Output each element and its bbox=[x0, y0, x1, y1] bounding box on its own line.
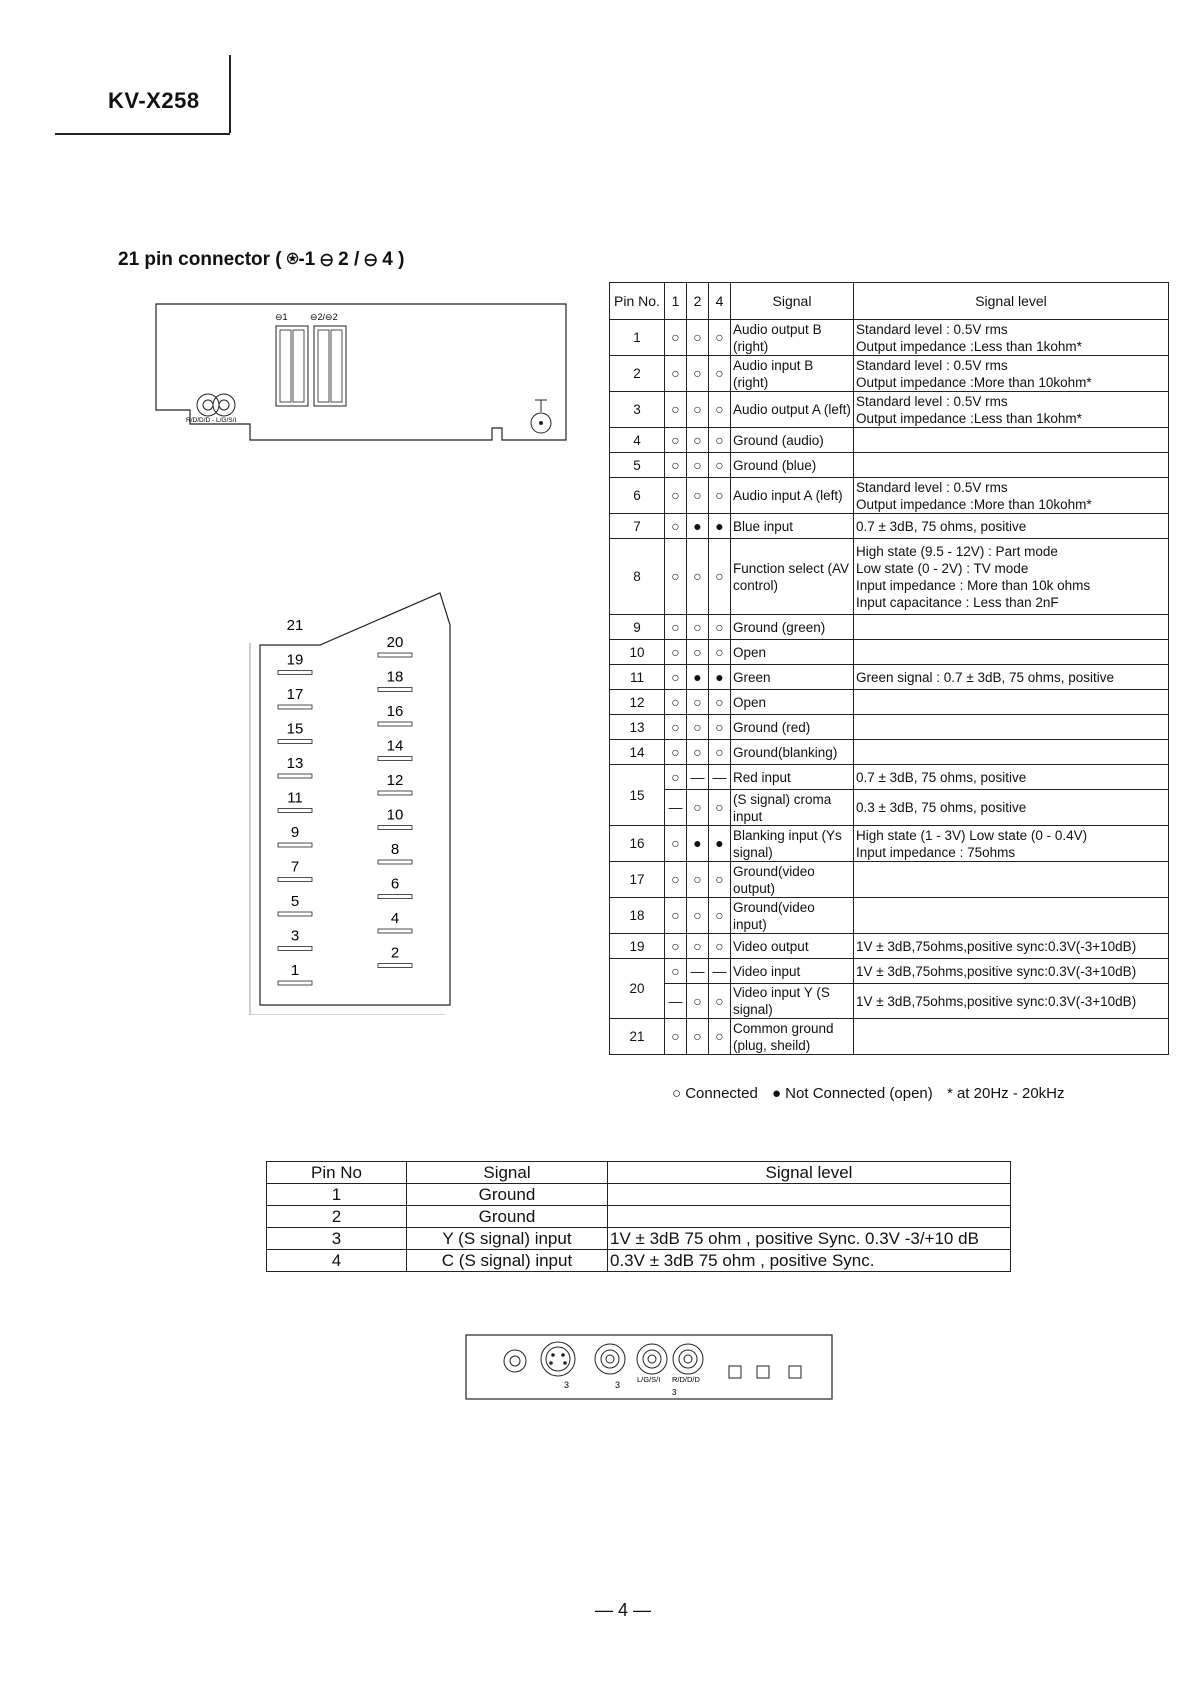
scart-pin-contact bbox=[378, 722, 412, 726]
scart-pin-label: 17 bbox=[286, 686, 304, 703]
connection-mark: ○ bbox=[709, 478, 731, 514]
signal-level: Standard level : 0.5V rms Output impedance :More than 10kohm* bbox=[854, 356, 1169, 392]
connection-mark: ○ bbox=[687, 862, 709, 898]
page-number: — 4 — bbox=[595, 1600, 652, 1620]
pin-number: 7 bbox=[610, 514, 665, 539]
pin-number: 10 bbox=[610, 640, 665, 665]
signal-level: Standard level : 0.5V rms Output impedance :Less than 1kohm* bbox=[854, 320, 1169, 356]
legend bbox=[672, 1085, 1075, 1102]
scart-pin-contact bbox=[278, 671, 312, 675]
signal-level: 1V ± 3dB,75ohms,positive sync:0.3V(-3+10dB) bbox=[854, 959, 1169, 984]
pin-number: 4 bbox=[610, 428, 665, 453]
signal-name: Ground(video input) bbox=[731, 898, 854, 934]
connection-mark: ○ bbox=[687, 984, 709, 1019]
connection-mark: ● bbox=[687, 826, 709, 862]
pin-number: 3 bbox=[610, 392, 665, 428]
connection-mark: ● bbox=[709, 514, 731, 539]
connection-mark: ○ bbox=[665, 898, 687, 934]
signal-name: Open bbox=[731, 690, 854, 715]
connection-mark: ○ bbox=[709, 862, 731, 898]
signal-level bbox=[854, 740, 1169, 765]
scart-pin-contact bbox=[278, 843, 312, 847]
table-row bbox=[610, 478, 1169, 514]
front-label-v: 3 bbox=[615, 1380, 621, 1390]
connection-mark: ○ bbox=[709, 898, 731, 934]
connection-mark: ○ bbox=[665, 392, 687, 428]
connection-mark: ○ bbox=[687, 740, 709, 765]
connection-mark: ○ bbox=[687, 715, 709, 740]
scart-pin-label: 8 bbox=[390, 841, 400, 858]
scart-pin-contact bbox=[378, 653, 412, 657]
table-row bbox=[610, 640, 1169, 665]
connection-mark: ○ bbox=[709, 356, 731, 392]
table-row bbox=[610, 826, 1169, 862]
col-signal-level: Signal level bbox=[854, 283, 1169, 320]
connection-mark: — bbox=[687, 959, 709, 984]
scart-pin-contact bbox=[378, 895, 412, 899]
connection-mark: ○ bbox=[709, 539, 731, 615]
scart-pin-contact bbox=[278, 947, 312, 951]
front-label-audio-l: L/G/S/I bbox=[637, 1375, 661, 1384]
legend-note: * at 20Hz - 20kHz bbox=[946, 1085, 1065, 1102]
s-video-jack-icon bbox=[541, 1342, 575, 1376]
pin-number: 18 bbox=[610, 898, 665, 934]
pin-assignment-table bbox=[609, 282, 1169, 1055]
scart-pin-label: 7 bbox=[290, 858, 300, 876]
signal-name: Common ground (plug, sheild) bbox=[731, 1019, 854, 1055]
connection-mark: ○ bbox=[687, 898, 709, 934]
signal-name: Video input Y (S signal) bbox=[731, 984, 854, 1019]
connection-mark: — bbox=[665, 790, 687, 826]
s-col-pin-no: Pin No bbox=[267, 1162, 407, 1184]
col-signal: Signal bbox=[731, 283, 854, 320]
connection-mark: ○ bbox=[665, 478, 687, 514]
rear-panel-diagram bbox=[150, 300, 570, 450]
scart-pin-contact bbox=[278, 981, 312, 985]
table-row bbox=[610, 539, 1169, 615]
scart-pin-label: 9 bbox=[290, 824, 300, 841]
connection-mark: ○ bbox=[665, 1019, 687, 1055]
scart-pin-label: 13 bbox=[286, 755, 304, 772]
s-col-signal: Signal bbox=[407, 1162, 608, 1184]
connection-mark: ○ bbox=[665, 740, 687, 765]
scart-pin-contact bbox=[378, 860, 412, 864]
connection-mark: — bbox=[709, 765, 731, 790]
connection-mark: ○ bbox=[709, 790, 731, 826]
connection-mark: ○ bbox=[709, 740, 731, 765]
connection-mark: ○ bbox=[709, 453, 731, 478]
table-row: 3 Y (S signal) input 1V ± 3dB 75 ohm , positive Sync. 0.3V -3/+10 dB bbox=[267, 1228, 1011, 1250]
table-row bbox=[610, 356, 1169, 392]
connection-mark: ○ bbox=[687, 615, 709, 640]
front-label-audio-num: 3 bbox=[672, 1388, 677, 1397]
connection-mark: ○ bbox=[665, 959, 687, 984]
signal-name: Function select (AV control) bbox=[731, 539, 854, 615]
table-row bbox=[610, 320, 1169, 356]
panel-label-bottom-left: R/D/D/D - L/G/S/I bbox=[186, 417, 237, 424]
connection-mark: ● bbox=[687, 665, 709, 690]
scart-pin-label: 16 bbox=[386, 703, 404, 720]
scart-pin-label: 5 bbox=[290, 893, 300, 910]
legend-not-connected: ● Not Connected (open) bbox=[771, 1085, 933, 1102]
panel-label-top-left: ⊖1 bbox=[275, 312, 288, 322]
model-title: KV-X258 bbox=[108, 88, 200, 113]
signal-level: 0.3 ± 3dB, 75 ohms, positive bbox=[854, 790, 1169, 826]
connection-mark: ○ bbox=[687, 356, 709, 392]
connection-mark: ○ bbox=[709, 715, 731, 740]
front-label-audio-r: R/D/D/D bbox=[672, 1375, 700, 1384]
table-row bbox=[610, 862, 1169, 898]
scart-pin-label: 11 bbox=[287, 789, 303, 807]
table-row bbox=[610, 984, 1169, 1019]
scart-pin-contact bbox=[278, 705, 312, 709]
connection-mark: ○ bbox=[687, 539, 709, 615]
front-panel-diagram bbox=[465, 1333, 835, 1401]
pin-number: 5 bbox=[610, 453, 665, 478]
signal-name: Ground (red) bbox=[731, 715, 854, 740]
table-row: 1 Ground bbox=[267, 1184, 1011, 1206]
pin-number: 6 bbox=[610, 478, 665, 514]
signal-level bbox=[854, 1019, 1169, 1055]
signal-level bbox=[854, 862, 1169, 898]
connection-mark: ○ bbox=[665, 539, 687, 615]
connection-mark: ○ bbox=[709, 320, 731, 356]
scart-pin-contact bbox=[278, 878, 312, 882]
signal-level bbox=[854, 898, 1169, 934]
pin-number: 9 bbox=[610, 615, 665, 640]
scart-pin-contact bbox=[278, 740, 312, 744]
connection-mark: ○ bbox=[665, 934, 687, 959]
pin-number: 14 bbox=[610, 740, 665, 765]
connection-mark: ○ bbox=[665, 826, 687, 862]
signal-name: Video output bbox=[731, 934, 854, 959]
table-row bbox=[610, 428, 1169, 453]
table-row bbox=[610, 690, 1169, 715]
connection-mark: ○ bbox=[665, 320, 687, 356]
signal-level: 0.7 ± 3dB, 75 ohms, positive bbox=[854, 765, 1169, 790]
connection-mark: — bbox=[687, 765, 709, 790]
signal-level bbox=[854, 715, 1169, 740]
connection-mark: ○ bbox=[665, 690, 687, 715]
scart-pin-label: 14 bbox=[386, 737, 404, 755]
connection-mark: ○ bbox=[665, 615, 687, 640]
table-row: 4 C (S signal) input 0.3V ± 3dB 75 ohm , positive Sync. bbox=[267, 1250, 1011, 1272]
scart-pin-label: 21 bbox=[286, 617, 304, 634]
table-row bbox=[610, 740, 1169, 765]
scart-pin-label: 6 bbox=[390, 875, 400, 893]
connection-mark: ○ bbox=[687, 1019, 709, 1055]
table-row bbox=[610, 715, 1169, 740]
signal-level bbox=[854, 640, 1169, 665]
pin-number: 15 bbox=[610, 765, 665, 826]
connection-mark: ○ bbox=[709, 690, 731, 715]
signal-name: Audio input B (right) bbox=[731, 356, 854, 392]
header-vertical-rule bbox=[229, 55, 231, 133]
connection-mark: ○ bbox=[709, 615, 731, 640]
col-connector-2: 2 bbox=[687, 283, 709, 320]
s-col-signal-level: Signal level bbox=[608, 1162, 1011, 1184]
connection-mark: — bbox=[709, 959, 731, 984]
connection-mark: ○ bbox=[709, 392, 731, 428]
signal-name: Video input bbox=[731, 959, 854, 984]
connection-mark: ○ bbox=[687, 428, 709, 453]
table-row: 2 Ground bbox=[267, 1206, 1011, 1228]
audio-jack-pair-icon bbox=[197, 394, 235, 416]
table-row bbox=[610, 898, 1169, 934]
connection-mark: ○ bbox=[709, 934, 731, 959]
connection-mark: ○ bbox=[665, 862, 687, 898]
pin-number: 2 bbox=[610, 356, 665, 392]
scart-pin-label: 20 bbox=[386, 634, 404, 651]
col-connector-4: 4 bbox=[709, 283, 731, 320]
panel-label-top-right: ⊖2/⊖2 bbox=[310, 312, 338, 322]
table-row bbox=[610, 453, 1169, 478]
pin-number: 16 bbox=[610, 826, 665, 862]
signal-level: Green signal : 0.7 ± 3dB, 75 ohms, positive bbox=[854, 665, 1169, 690]
table-row bbox=[610, 392, 1169, 428]
connection-mark: ○ bbox=[665, 356, 687, 392]
scart-pin-label: 3 bbox=[290, 927, 300, 945]
signal-level: High state (9.5 - 12V) : Part mode Low state (0 - 2V) : TV mode Input impedance : More than 10k ohms Input capacitance : Less than 2nF bbox=[854, 539, 1169, 615]
connection-mark: ○ bbox=[709, 1019, 731, 1055]
scart-pin-label: 19 bbox=[286, 651, 304, 669]
scart-pin-contact bbox=[278, 912, 312, 916]
signal-level: High state (1 - 3V) Low state (0 - 0.4V) Input impedance : 75ohms bbox=[854, 826, 1169, 862]
scart-pin-contact bbox=[278, 774, 312, 778]
table-row bbox=[610, 1019, 1169, 1055]
col-pin-no: Pin No. bbox=[610, 283, 665, 320]
scart-pin-label: 10 bbox=[386, 806, 404, 824]
table-row bbox=[610, 765, 1169, 790]
header-horizontal-rule bbox=[55, 133, 230, 135]
connection-mark: — bbox=[665, 984, 687, 1019]
table-row bbox=[610, 615, 1169, 640]
signal-name: Ground(blanking) bbox=[731, 740, 854, 765]
signal-name: Blue input bbox=[731, 514, 854, 539]
pin-number: 12 bbox=[610, 690, 665, 715]
connection-mark: ○ bbox=[665, 428, 687, 453]
audio-right-jack-icon bbox=[673, 1344, 703, 1374]
signal-level: 1V ± 3dB,75ohms,positive sync:0.3V(-3+10dB) bbox=[854, 984, 1169, 1019]
connection-mark: ○ bbox=[687, 478, 709, 514]
connection-mark: ○ bbox=[687, 453, 709, 478]
legend-connected: ○ Connected bbox=[672, 1085, 758, 1102]
signal-level: Standard level : 0.5V rms Output impedance :Less than 1kohm* bbox=[854, 392, 1169, 428]
table-row bbox=[610, 790, 1169, 826]
pin-number: 20 bbox=[610, 959, 665, 1019]
connection-mark: ● bbox=[709, 665, 731, 690]
scart-pin-label: 2 bbox=[390, 944, 400, 962]
scart-pin-contact bbox=[378, 964, 412, 968]
pin-number: 13 bbox=[610, 715, 665, 740]
audio-left-jack-icon bbox=[637, 1344, 667, 1374]
pin-number: 21 bbox=[610, 1019, 665, 1055]
front-label-s: 3 bbox=[564, 1380, 570, 1390]
section-heading: 21 pin connector ( ⍟-1 ⊖ 2 / ⊖ 4 ) bbox=[118, 249, 405, 270]
connection-mark: ○ bbox=[709, 984, 731, 1019]
signal-name: Blanking input (Ys signal) bbox=[731, 826, 854, 862]
connection-mark: ○ bbox=[665, 715, 687, 740]
pin-number: 8 bbox=[610, 539, 665, 615]
signal-level: Standard level : 0.5V rms Output impedance :More than 10kohm* bbox=[854, 478, 1169, 514]
scart-pin-contact bbox=[378, 826, 412, 830]
connection-mark: ○ bbox=[687, 392, 709, 428]
table-row bbox=[610, 959, 1169, 984]
signal-name: Ground (green) bbox=[731, 615, 854, 640]
signal-name: (S signal) croma input bbox=[731, 790, 854, 826]
table-row bbox=[610, 514, 1169, 539]
signal-name: Open bbox=[731, 640, 854, 665]
scart-pin-label: 4 bbox=[390, 910, 400, 927]
signal-name: Ground(video output) bbox=[731, 862, 854, 898]
signal-level bbox=[854, 453, 1169, 478]
scart-pin-contact bbox=[378, 757, 412, 761]
connection-mark: ○ bbox=[665, 453, 687, 478]
connection-mark: ○ bbox=[687, 320, 709, 356]
connection-mark: ● bbox=[687, 514, 709, 539]
signal-level: 0.7 ± 3dB, 75 ohms, positive bbox=[854, 514, 1169, 539]
scart-pin-contact bbox=[378, 929, 412, 933]
scart-socket-2-icon bbox=[314, 326, 346, 406]
scart-pin-label: 12 bbox=[386, 772, 404, 789]
signal-name: Ground (audio) bbox=[731, 428, 854, 453]
signal-name: Audio input A (left) bbox=[731, 478, 854, 514]
connection-mark: ○ bbox=[687, 934, 709, 959]
pin-number: 17 bbox=[610, 862, 665, 898]
video-jack-icon bbox=[595, 1344, 625, 1374]
connection-mark: ○ bbox=[687, 640, 709, 665]
connection-mark: ○ bbox=[687, 690, 709, 715]
signal-level: 1V ± 3dB,75ohms,positive sync:0.3V(-3+10dB) bbox=[854, 934, 1169, 959]
pin-number: 11 bbox=[610, 665, 665, 690]
scart-pin-contact bbox=[378, 791, 412, 795]
scart-pin-diagram bbox=[240, 585, 455, 1015]
scart-pin-contact bbox=[278, 809, 312, 813]
signal-name: Audio output A (left) bbox=[731, 392, 854, 428]
scart-pin-contact bbox=[378, 688, 412, 692]
headphone-jack-icon bbox=[504, 1350, 526, 1372]
connection-mark: ○ bbox=[665, 765, 687, 790]
connection-mark: ○ bbox=[665, 640, 687, 665]
signal-name: Green bbox=[731, 665, 854, 690]
scart-pin-label: 18 bbox=[386, 668, 404, 686]
col-connector-1: 1 bbox=[665, 283, 687, 320]
connection-mark: ○ bbox=[709, 428, 731, 453]
scart-pin-label: 1 bbox=[290, 962, 300, 979]
front-buttons-icon bbox=[729, 1366, 801, 1378]
antenna-socket-icon bbox=[531, 400, 551, 433]
table-row bbox=[610, 934, 1169, 959]
connection-mark: ○ bbox=[665, 514, 687, 539]
signal-level bbox=[854, 690, 1169, 715]
table-row bbox=[610, 665, 1169, 690]
connection-mark: ○ bbox=[665, 665, 687, 690]
signal-name: Audio output B (right) bbox=[731, 320, 854, 356]
scart-pin-label: 15 bbox=[286, 720, 304, 738]
pin-number: 1 bbox=[610, 320, 665, 356]
signal-level bbox=[854, 615, 1169, 640]
signal-name: Ground (blue) bbox=[731, 453, 854, 478]
s-video-pin-table bbox=[266, 1161, 1011, 1272]
connection-mark: ○ bbox=[687, 790, 709, 826]
scart-socket-1-icon bbox=[276, 326, 308, 406]
pin-number: 19 bbox=[610, 934, 665, 959]
connection-mark: ● bbox=[709, 826, 731, 862]
connection-mark: ○ bbox=[709, 640, 731, 665]
signal-level bbox=[854, 428, 1169, 453]
signal-name: Red input bbox=[731, 765, 854, 790]
